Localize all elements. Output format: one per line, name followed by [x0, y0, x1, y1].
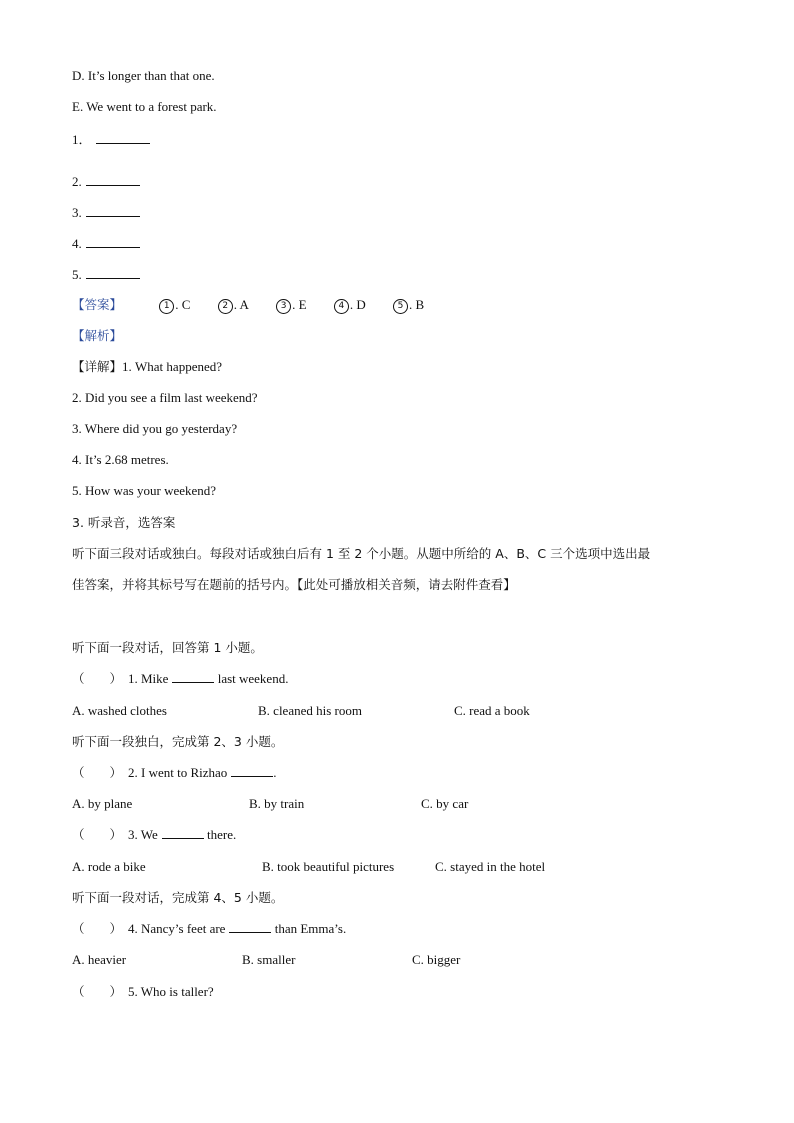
q4-option-b: B. smaller	[242, 952, 296, 967]
blank-line	[86, 205, 140, 217]
question-3: （ ） 3. We there.	[72, 827, 237, 842]
group-header-1: 听下面一段对话，回答第 1 小题。	[72, 640, 263, 655]
section-instruction-2: 佳答案，并将其标号写在题前的括号内。【此处可播放相关音频，请去附件查看】	[72, 577, 516, 592]
blank-line	[96, 132, 150, 144]
blank-line	[229, 921, 271, 933]
q1-option-b: B. cleaned his room	[258, 703, 362, 718]
answer-item: 5 . B	[393, 297, 424, 314]
answer-item: 4 . D	[334, 297, 366, 314]
answer-line-3: 3.	[72, 205, 140, 221]
answer-line-5: 5.	[72, 267, 140, 283]
q2-option-a: A. by plane	[72, 796, 133, 811]
section-title: 3. 听录音，选答案	[72, 515, 176, 530]
q2-option-b: B. by train	[249, 796, 305, 811]
detail-line-4: 4. It’s 2.68 metres.	[72, 452, 169, 467]
detail-line-2: 2. Did you see a film last weekend?	[72, 390, 258, 405]
question-4: （ ） 4. Nancy’s feet are than Emma’s.	[72, 921, 347, 936]
blank-line	[86, 236, 140, 248]
option-d: D. It’s longer than that one.	[72, 68, 215, 83]
answer-item: 3 . E	[276, 297, 306, 314]
detail-line-3: 3. Where did you go yesterday?	[72, 421, 238, 436]
q4-option-a: A. heavier	[72, 952, 127, 967]
answer-line-2: 2.	[72, 174, 140, 190]
q2-option-c: C. by car	[421, 796, 469, 811]
group-header-3: 听下面一段对话，完成第 4、5 小题。	[72, 890, 284, 905]
answer-item: 1 . C	[159, 297, 190, 314]
q3-option-c: C. stayed in the hotel	[435, 859, 546, 874]
answer-tag: 【答案】	[72, 297, 123, 312]
group-header-2: 听下面一段独白，完成第 2、3 小题。	[72, 734, 284, 749]
blank-line	[86, 174, 140, 186]
answer-item: 2 . A	[218, 297, 249, 314]
answer-row	[72, 297, 448, 314]
section-instruction-1: 听下面三段对话或独白。每段对话或独白后有 1 至 2 个小题。从题中所给的 A、B、C 三个选项中选出最	[72, 546, 651, 561]
question-1: （ ） 1. Mike last weekend.	[72, 671, 289, 686]
answer-line-1: 1．	[72, 132, 150, 148]
answer-line-4: 4.	[72, 236, 140, 252]
detail-line-1: 【详解】1. What happened?	[72, 359, 222, 374]
detail-line-5: 5. How was your weekend?	[72, 483, 217, 498]
blank-line	[86, 267, 140, 279]
question-2: （ ） 2. I went to Rizhao .	[72, 765, 277, 780]
q1-option-c: C. read a book	[454, 703, 530, 718]
blank-line	[172, 671, 214, 683]
question-5: （ ） 5. Who is taller?	[72, 984, 214, 999]
q1-option-a: A. washed clothes	[72, 703, 167, 718]
q3-option-a: A. rode a bike	[72, 859, 146, 874]
analysis-tag: 【解析】	[72, 328, 123, 343]
q3-option-b: B. took beautiful pictures	[262, 859, 395, 874]
blank-line	[231, 765, 273, 777]
option-e: E. We went to a forest park.	[72, 99, 217, 114]
q4-option-c: C. bigger	[412, 952, 461, 967]
blank-line	[162, 827, 204, 839]
